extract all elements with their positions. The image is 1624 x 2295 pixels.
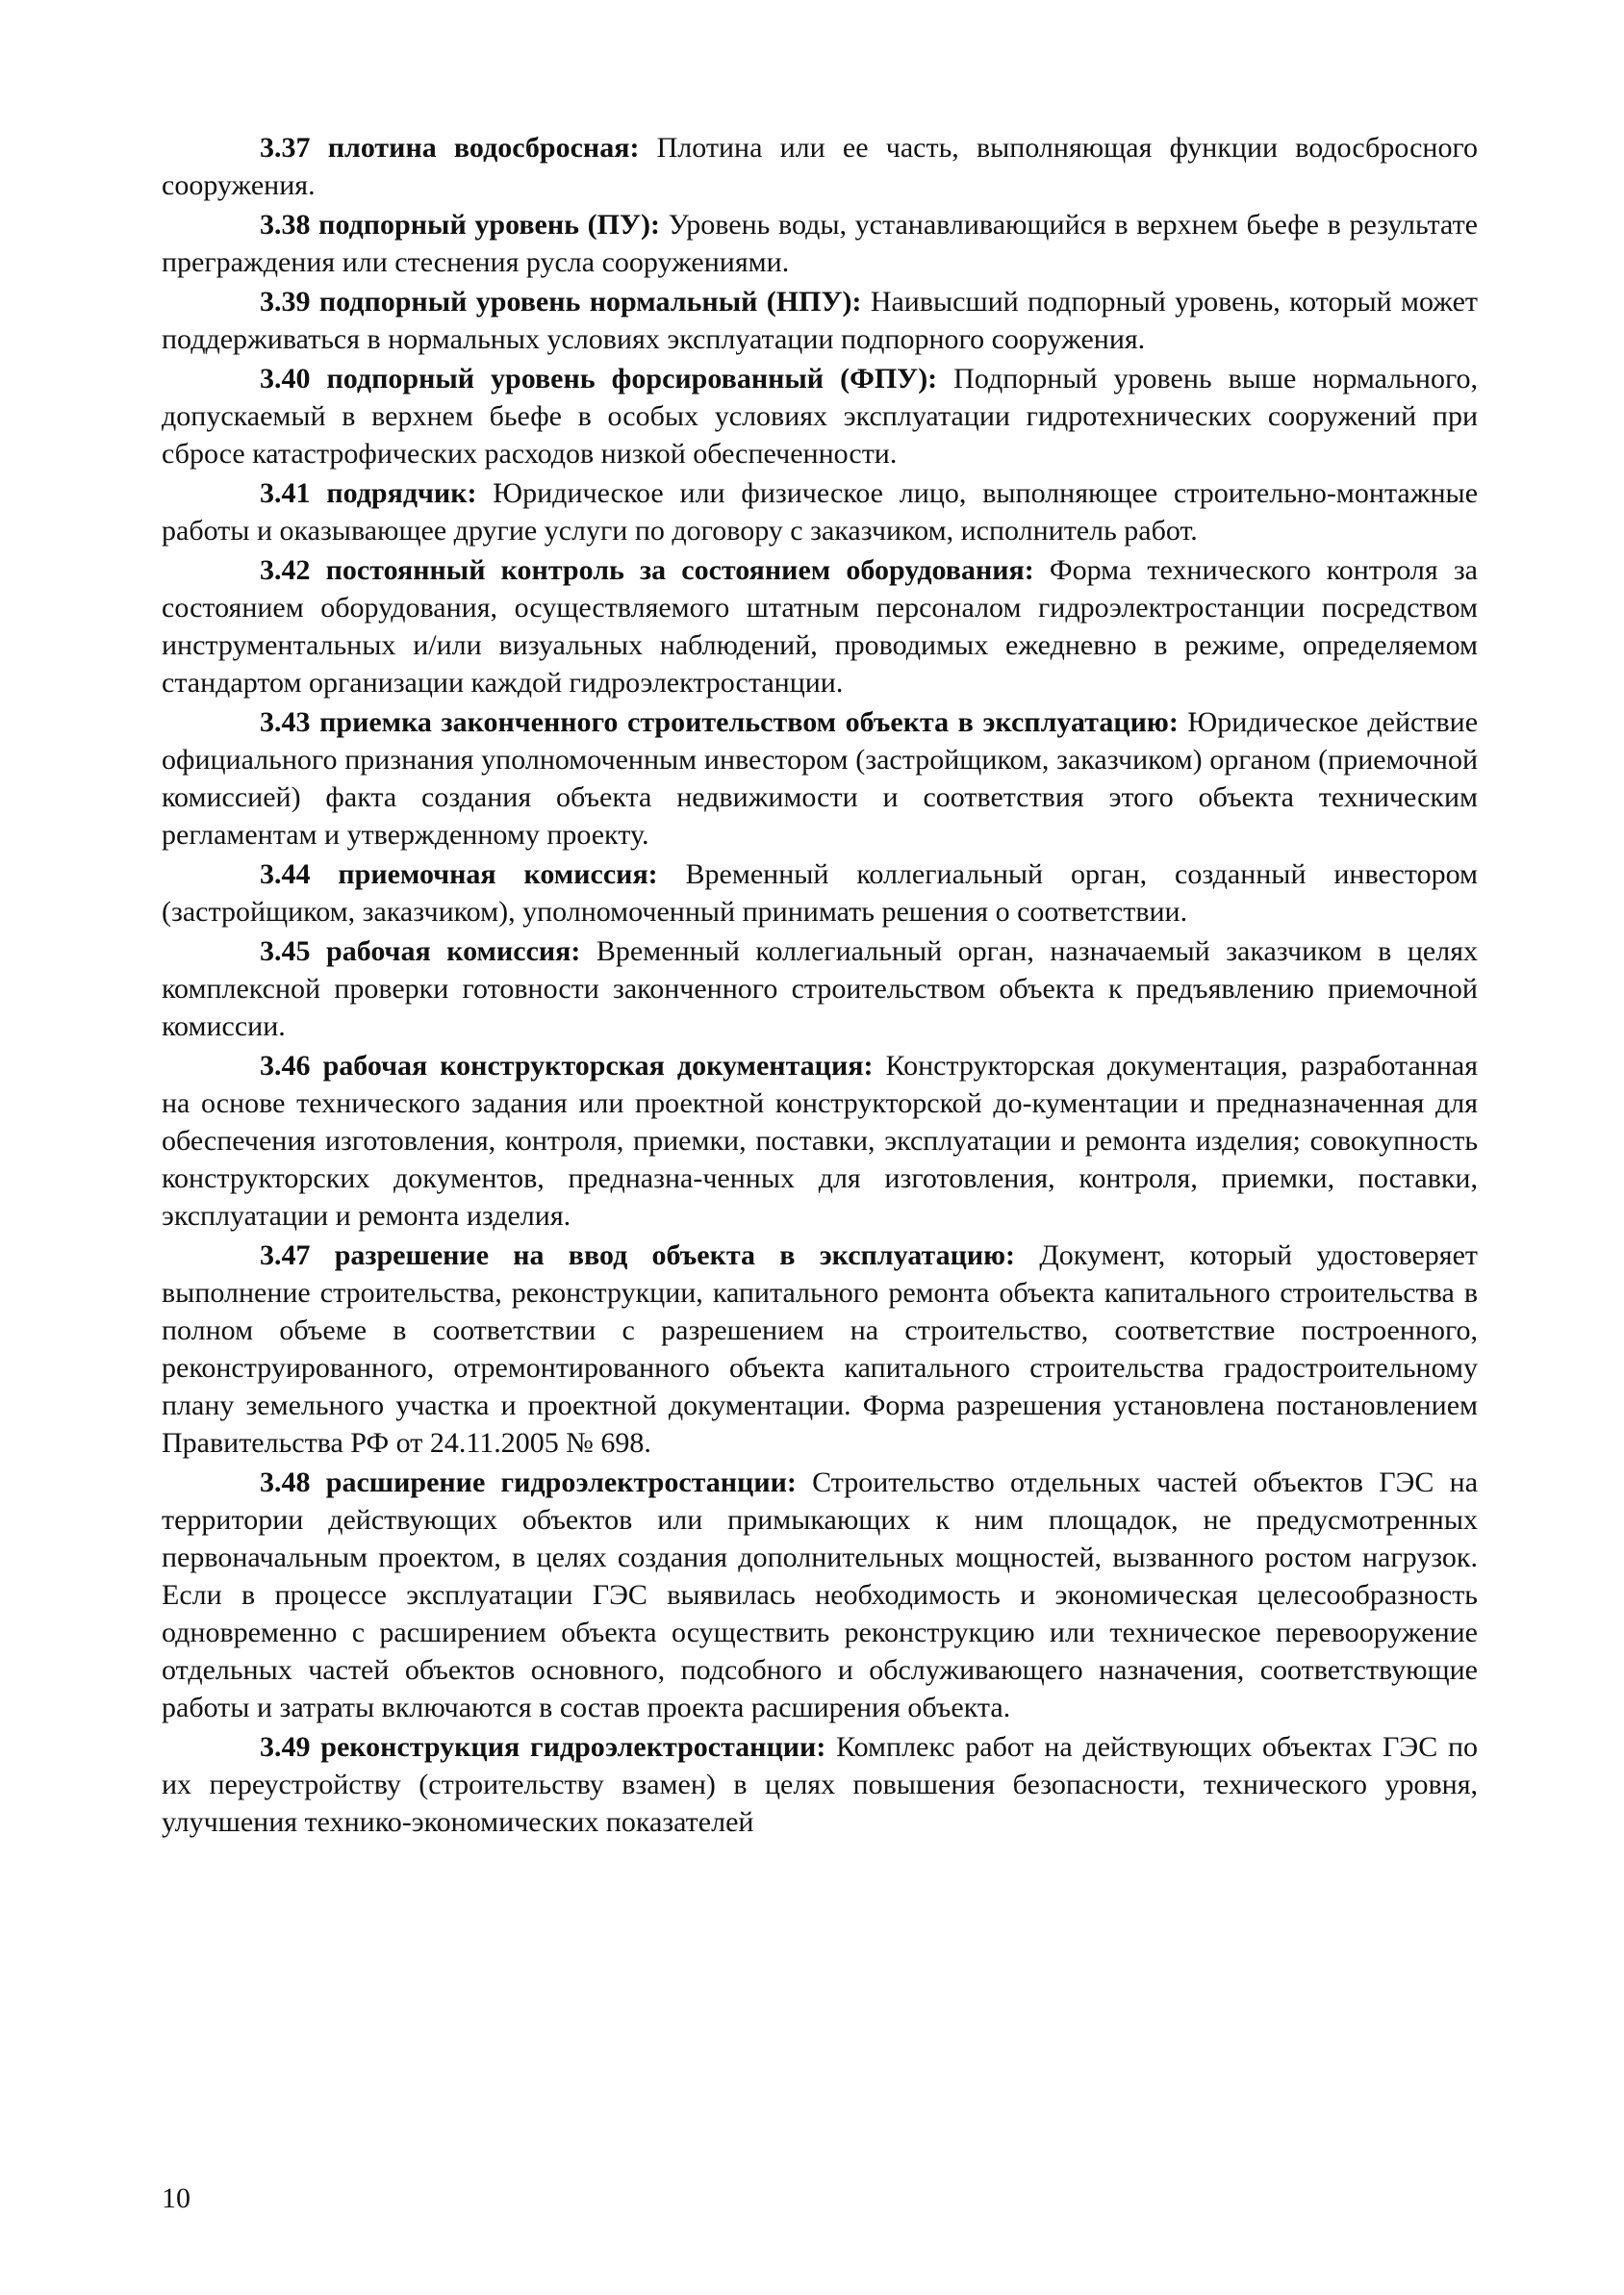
definition-text: Юридическое действие официального признания уполномоченным инвестором (застройщиком, заказчиком) органом (приемочной комиссией) факта создания объекта недвижимости и соответствия этого объекта техническим регламентам и утвержденному проекту. (162, 706, 1479, 851)
definition-3-39 (162, 283, 1478, 358)
page-number: 10 (162, 2182, 190, 2214)
clause-number: 3.45 (260, 935, 311, 967)
clause-number: 3.42 (260, 554, 311, 586)
term: приемка законченного строительством объекта в эксплуатацию: (319, 706, 1179, 738)
definition-3-47 (162, 1237, 1478, 1462)
definition-3-37 (162, 129, 1478, 204)
definition-text: Плотина или ее часть, выполняющая функции водосбросного сооружения. (162, 132, 1478, 201)
term: подпорный уровень нормальный (НПУ): (318, 286, 862, 318)
term: рабочая комиссия: (326, 935, 581, 967)
definition-text: Уровень воды, устанавливающийся в верхнем бьефе в результате преграждения или стеснения русла сооружениями. (162, 209, 1478, 278)
definition-text: Временный коллегиальный орган, созданный инвестором (застройщиком, заказчиком), уполномоченный принимать решения о соответствии. (162, 858, 1478, 928)
definition-3-42 (162, 551, 1478, 701)
document-page (162, 129, 1478, 1843)
clause-number: 3.48 (260, 1466, 311, 1498)
term: подпорный уровень (ПУ): (318, 209, 660, 241)
definition-text: Юридическое или физическое лицо, выполняющее строительно-монтажные работы и оказывающее другие услуги по договору с заказчиком, исполнитель работ. (162, 477, 1479, 547)
definition-3-41 (162, 474, 1478, 549)
definition-3-48 (162, 1464, 1478, 1726)
clause-number: 3.41 (260, 477, 311, 509)
term: подрядчик: (326, 477, 477, 509)
term: реконструкция гидроэлектростанции: (320, 1731, 826, 1763)
definition-text: Документ, который удостоверяет выполнение строительства, реконструкции, капитального ремонта объекта капитального строительства в полном объеме в соответствии с разрешением на строительство, соответствие построенного, реконструированного, отремонтированного объекта капитального строительства градостроительному плану земельного участка и проектной документации. Форма разрешения установлена постановлением Правительства РФ от 24.11.2005 № 698. (162, 1239, 1478, 1459)
definition-text: Комплекс работ на действующих объектах ГЭС по их переустройству (строительству взамен) в целях повышения безопасности, технического уровня, улучшения технико-экономических показателей (162, 1731, 1479, 1838)
clause-number: 3.47 (260, 1239, 311, 1271)
definition-text: Наивысший подпорный уровень, который может поддерживаться в нормальных условиях эксплуатации подпорного сооружения. (162, 286, 1479, 355)
definition-3-40 (162, 360, 1478, 472)
clause-number: 3.39 (260, 286, 311, 318)
term: расширение гидроэлектростанции: (325, 1466, 797, 1498)
clause-number: 3.43 (260, 706, 311, 738)
definition-text: Временный коллегиальный орган, назначаемый заказчиком в целях комплексной проверки готовности законченного строительством объекта к предъявлению приемочной комиссии. (162, 935, 1479, 1042)
definition-3-44 (162, 855, 1478, 931)
term: приемочная комиссия: (338, 858, 658, 890)
definition-3-45 (162, 932, 1478, 1045)
clause-number: 3.37 (260, 132, 311, 164)
clause-number: 3.38 (260, 209, 311, 241)
definition-text: Строительство отдельных частей объектов ГЭС на территории действующих объектов или примыкающих к ним площадок, не предусмотренных первоначальным проектом, в целях создания дополнительных мощностей, вызванного ростом нагрузок. Если в процессе эксплуатации ГЭС выявилась необходимость и экономическая целесообразность одновременно с расширением объекта осуществить реконструкцию или техническое перевооружение отдельных частей объектов основного, подсобного и обслуживающего назначения, соответствующие работы и затраты включаются в состав проекта расширения объекта. (162, 1466, 1479, 1723)
definition-3-43 (162, 703, 1478, 854)
definition-text: Форма технического контроля за состоянием оборудования, осуществляемого штатным персоналом гидроэлектростанции посредством инструментальных и/или визуальных наблюдений, проводимых ежедневно в режиме, определяемом стандартом организации каждой гидроэлектростанции. (162, 554, 1478, 699)
term: плотина водосбросная: (327, 132, 640, 164)
clause-number: 3.49 (260, 1731, 311, 1763)
definition-text: Конструкторская документация, разработанная на основе технического задания или проектной конструкторской до-кументации и предназначенная для обеспечения изготовления, контроля, приемки, поставки, эксплуатации и ремонта изделия; совокупность конструкторских документов, предназна-ченных для изготовления, контроля, приемки, поставки, эксплуатации и ремонта изделия. (162, 1050, 1479, 1232)
definition-3-46 (162, 1047, 1478, 1235)
clause-number: 3.46 (260, 1050, 311, 1082)
definition-text: Подпорный уровень выше нормального, допускаемый в верхнем бьефе в особых условиях эксплуатации гидротехнических сооружений при сбросе катастрофических расходов низкой обеспеченности. (162, 363, 1479, 470)
definition-3-49 (162, 1728, 1478, 1841)
clause-number: 3.44 (260, 858, 311, 890)
clause-number: 3.40 (260, 363, 311, 395)
term: разрешение на ввод объекта в эксплуатацию: (334, 1239, 1016, 1271)
term: рабочая конструкторская документация: (322, 1050, 874, 1082)
term: подпорный уровень форсированный (ФПУ): (326, 363, 938, 395)
definition-3-38 (162, 206, 1478, 281)
term: постоянный контроль за состоянием оборудования: (325, 554, 1034, 586)
